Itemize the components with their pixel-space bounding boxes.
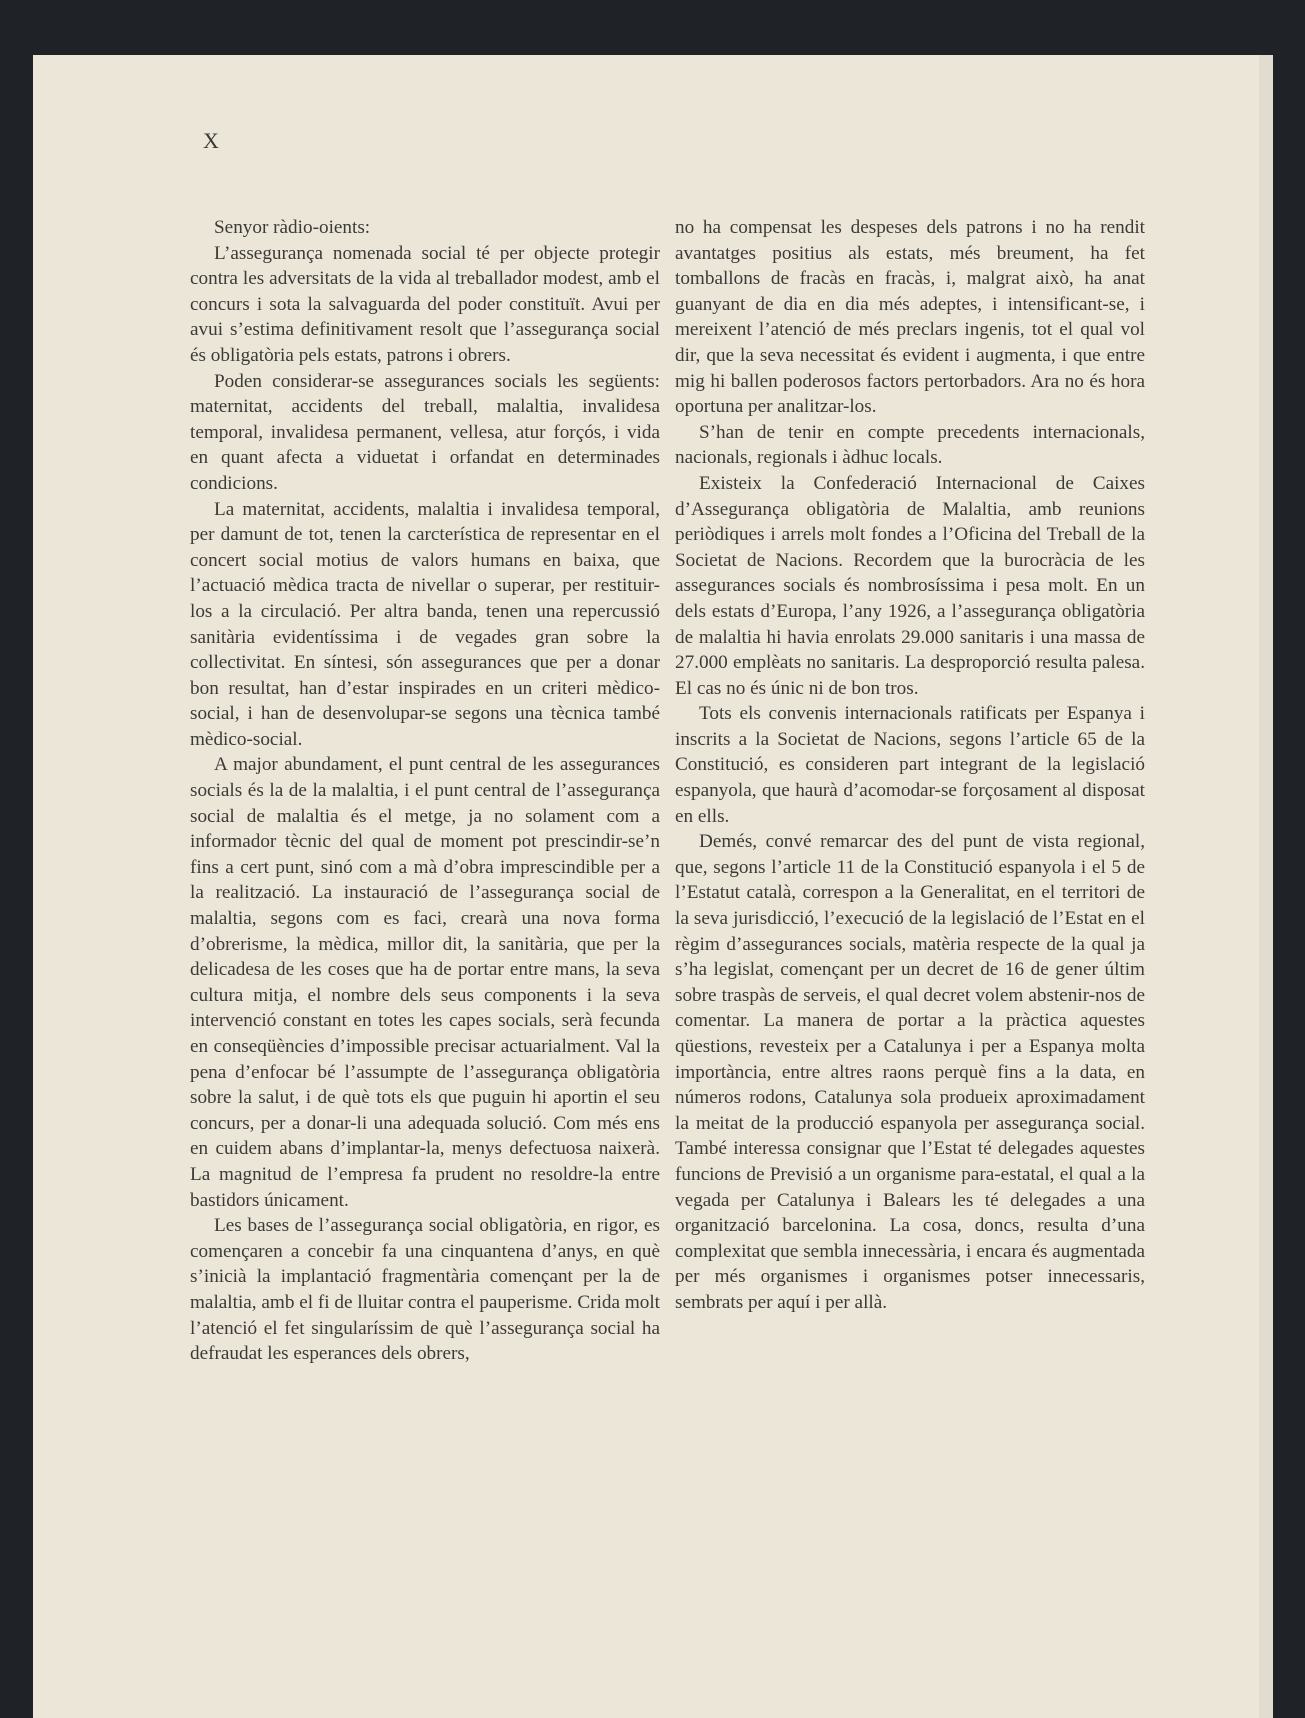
- paragraph: Demés, convé remarcar des del punt de vista regional, que, segons l’article 11 de la Constitució espanyola i el 5 de l’Estatut català, correspon a la Generalitat, en el territori de la seva jurisdicció, l’execució de la legislació de l’Estat en el règim d’assegurances socials, matèria respecte de la qual ja s’ha legislat, començant per un decret de 16 de gener últim sobre traspàs de serveis, el qual decret volem abstenir-nos de comentar. La manera de portar a la pràctica aquestes qüestions, revesteix per a Catalunya i per a Espanya molta importància, entre altres raons perquè fins a la data, en números rodons, Catalunya sola produeix aproximadament la meitat de la producció espanyola per assegurança social. També interessa consignar que l’Estat té delegades aquestes funcions de Previsió a un organisme para-estatal, el qual a la vegada per Catalunya i Balears les té delegades a una organització barcelonina. La cosa, doncs, resulta d’una complexitat que sembla innecessària, i encara és augmentada per més organismes i organismes potser innecessaris, sembrats per aquí i per allà.: [675, 831, 1145, 1313]
- paragraph: La maternitat, accidents, malaltia i invalidesa temporal, per damunt de tot, tenen la carcterística de representar en el concert social motius de valors humans en baixa, que l’actuació mèdica tracta de nivellar o superar, per restituir-los a la circulació. Per altra banda, tenen una repercussió sanitària evidentíssima i de vegades gran sobre la collectivitat. En síntesi, són assegurances que per a donar bon resultat, han d’estar inspirades en un criteri mèdico-social, i han de desenvolupar-se segons una tècnica també mèdico-social.: [190, 498, 660, 750]
- paragraph: Poden considerar-se assegurances socials les següents: maternitat, accidents del treball, malaltia, invalidesa temporal, invalidesa permanent, vellesa, atur forçós, i vida en quant afecta a viduetat i orfandat en determinades condicions.: [190, 370, 660, 494]
- paragraph: Tots els convenis internacionals ratificats per Espanya i inscrits a la Societat de Nacions, segons l’article 65 de la Constitució, es consideren part integrant de la legislació espanyola, que haurà d’acomodar-se forçosament al disposat en ells.: [675, 703, 1145, 827]
- right-column: [675, 215, 1145, 1316]
- left-column: [190, 215, 660, 1367]
- paragraph: no ha compensat les despeses dels patrons i no ha rendit avantatges positius als estats, més breument, ha fet tomballons de fracàs en fracàs, i, malgrat això, ha anat guanyant de dia en dia més adeptes, i intensificant-se, i mereixent l’atenció de més preclars ingenis, tot el qual vol dir, que la seva necessitat és evident i augmenta, i que entre mig hi ballen poderosos factors pertorbadors. Ara no és hora oportuna per analitzar-los.: [675, 217, 1145, 418]
- paragraph: S’han de tenir en compte precedents internacionals, nacionals, regionals i àdhuc locals.: [675, 421, 1145, 469]
- paragraph: L’assegurança nomenada social té per objecte protegir contra les adversitats de la vida al treballador modest, amb el concurs i sota la salvaguarda del poder constituït. Avui per avui s’estima definitivament resolt que l’assegurança social és obligatòria pels estats, patrons i obrers.: [190, 242, 660, 366]
- paragraph: Les bases de l’assegurança social obligatòria, en rigor, es començaren a concebir fa una cinquantena d’anys, en què s’inicià la implantació fragmentària començant per la de malaltia, amb el fi de lluitar contra el pauperisme. Crida molt l’atenció el fet singularíssim de què l’assegurança social ha defraudat les esperances dels obrers,: [190, 1215, 660, 1365]
- paragraph: Existeix la Confederació Internacional de Caixes d’Assegurança obligatòria de Malaltia, amb reunions periòdiques i arrels molt fondes a l’Oficina del Treball de la Societat de Nacions. Recordem que la burocràcia de les assegurances socials és nombrosíssima i pesa molt. En un dels estats d’Europa, l’any 1926, a l’assegurança obligatòria de malaltia hi havia enrolats 29.000 sanitaris i una massa de 27.000 emplèats no sanitaris. La desproporció resulta palesa. El cas no és únic ni de bon tros.: [675, 472, 1145, 699]
- page-edge: [1259, 55, 1273, 1718]
- paragraph: A major abundament, el punt central de les assegurances socials és la de la malaltia, i el punt central de l’assegurança social de malaltia és el metge, ja no solament com a informador tècnic del qual de moment pot prescindir-se’n fins a cert punt, sinó com a mà d’obra imprescindible per a la realització. La instauració de l’assegurança social de malaltia, segons com es faci, crearà una nova forma d’obrerisme, la mèdica, millor dit, la sanitària, que per la delicadesa de les coses que ha de portar entre mans, la seva cultura mitja, el nombre dels seus components i la seva intervenció constant en totes les capes socials, serà fecunda en conseqüències d’impossible precisar actuarialment. Val la pena d’enfocar bé l’assumpte de l’assegurança obligatòria sobre la salut, i de què tots els que puguin hi aportin el seu concurs, per a donar-li una adequada solució. Com més ens en cuidem abans d’implantar-la, menys defectuosa naixerà. La magnitud de l’empresa fa prudent no resoldre-la entre bastidors únicament.: [190, 754, 660, 1211]
- page-number: X: [203, 128, 219, 153]
- paragraph: Senyor ràdio-oients:: [214, 217, 371, 238]
- document-page: [33, 55, 1273, 1718]
